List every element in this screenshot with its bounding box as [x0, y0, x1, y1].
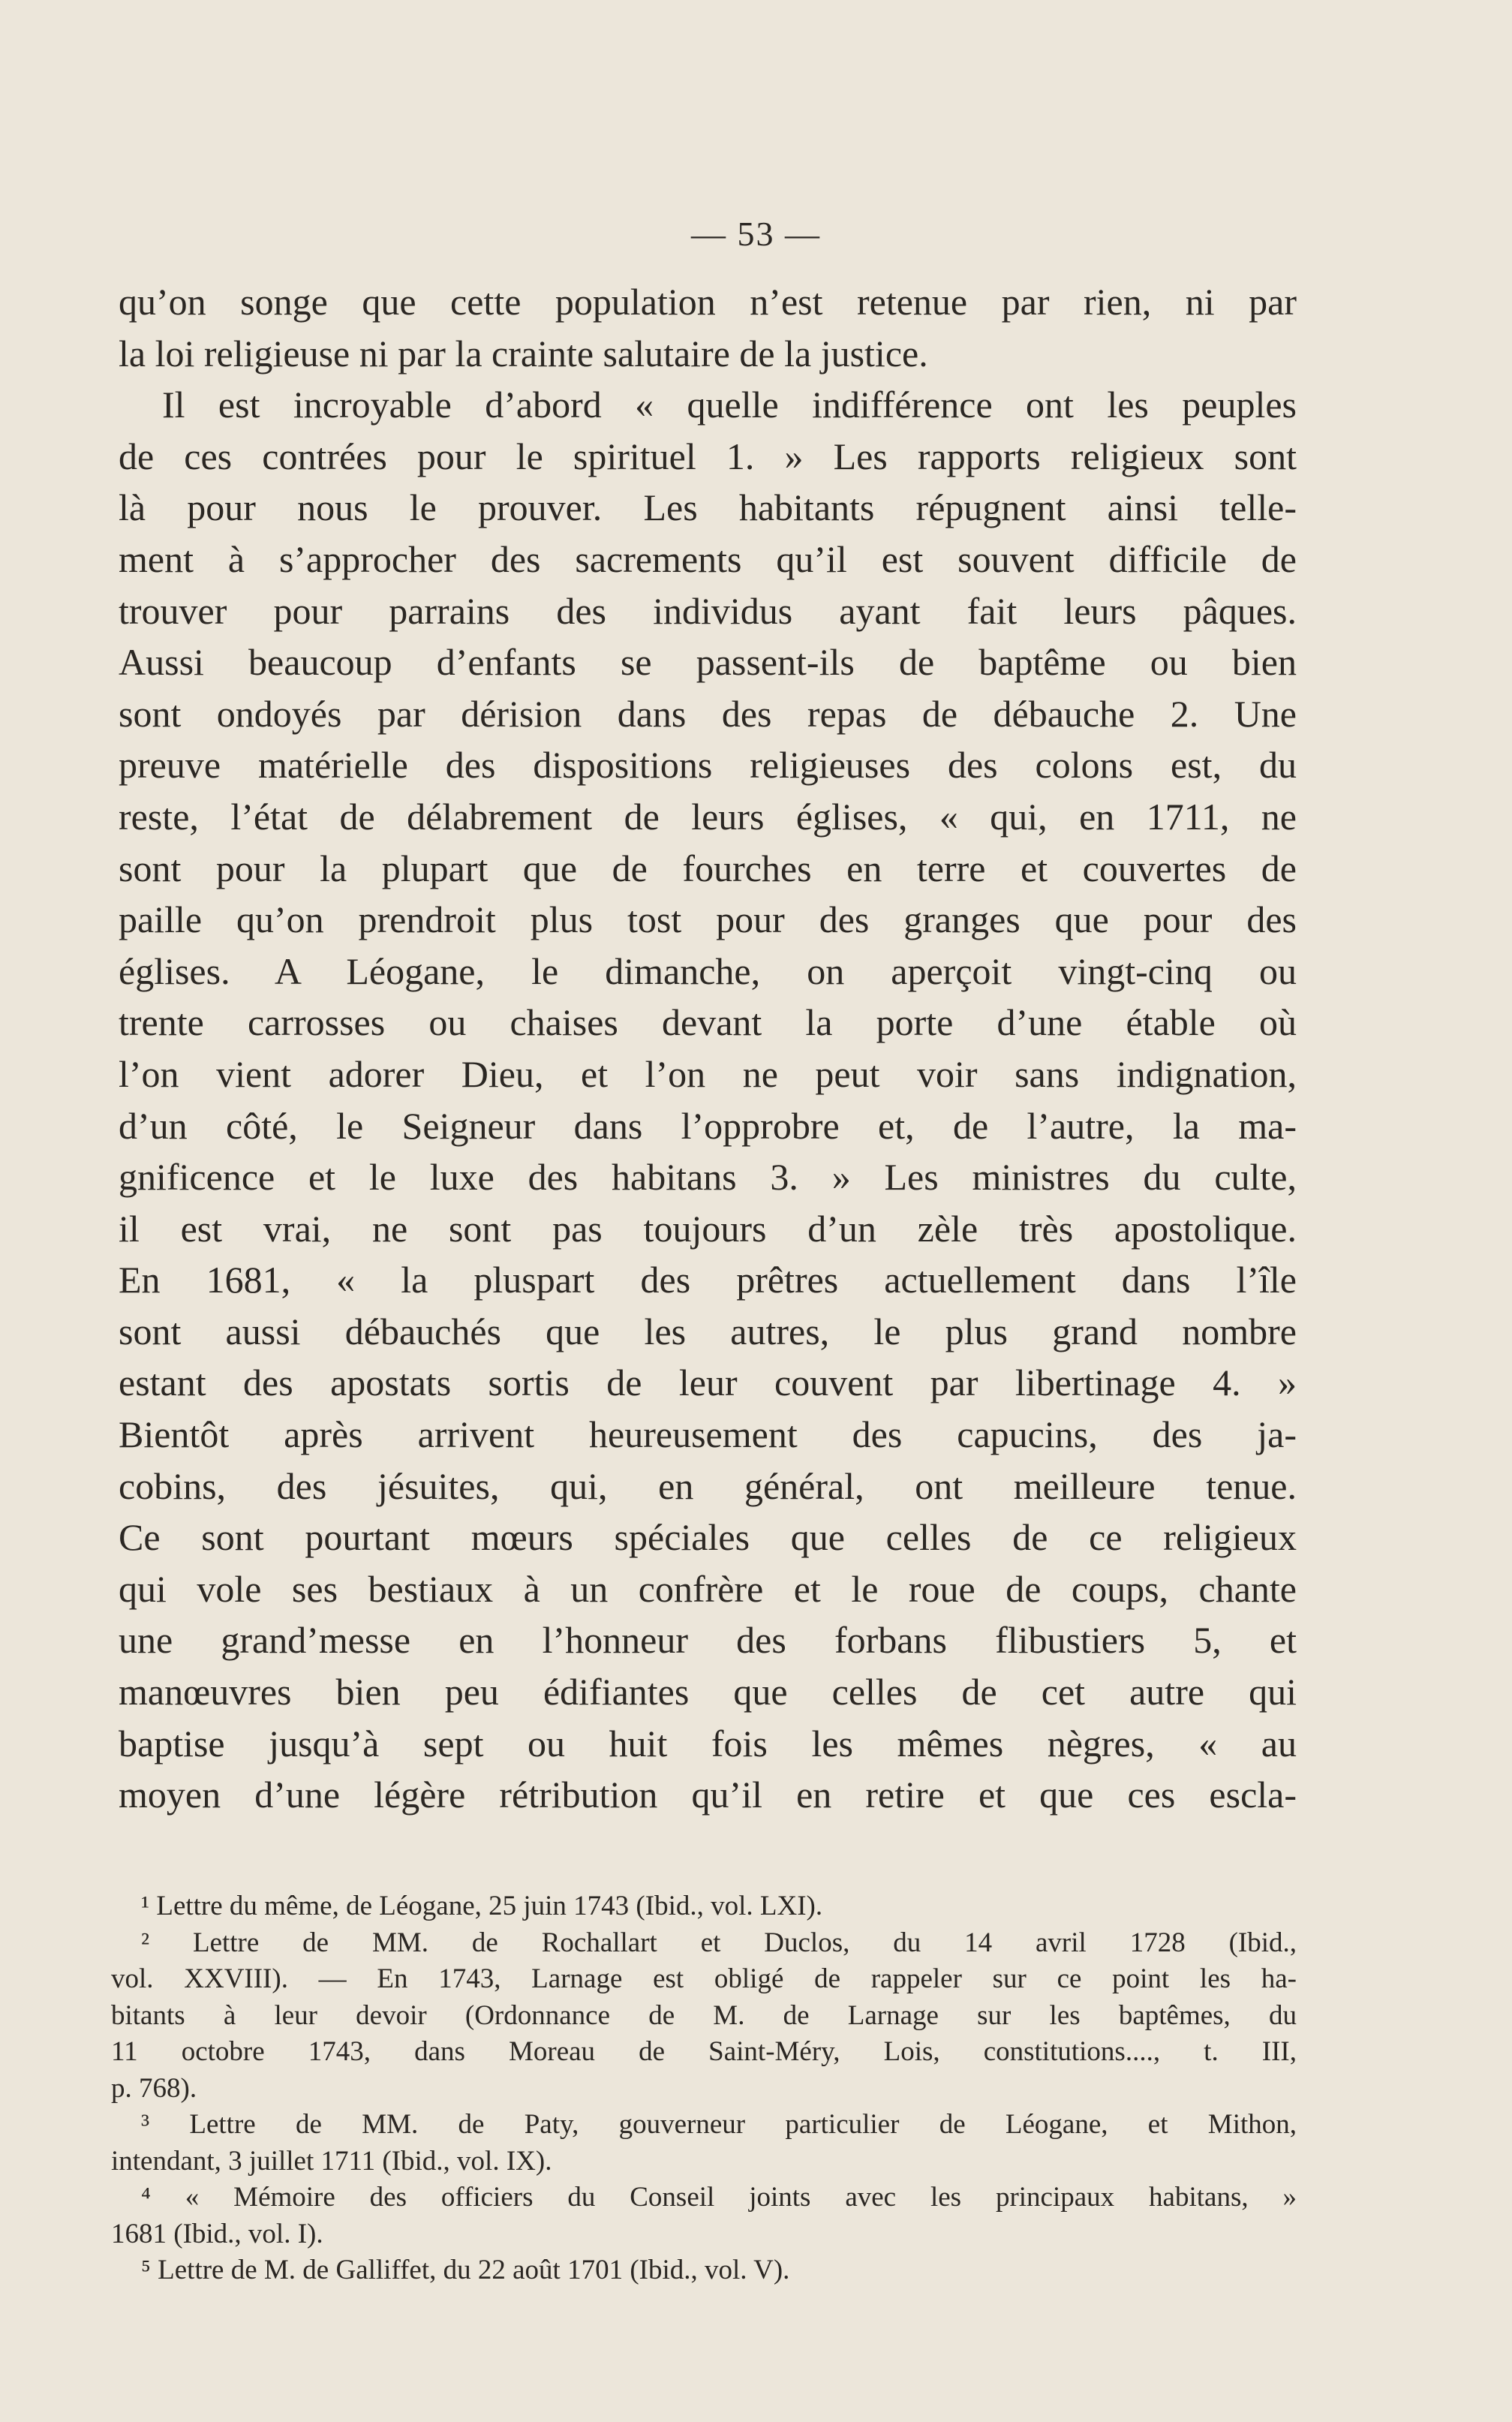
- text-line: preuve matérielle des dispositions religieuses des colons est, du: [119, 744, 1297, 787]
- text-line: ment à s’approcher des sacrements qu’il est souvent difficile de: [119, 537, 1297, 580]
- footnote-line: 11 octobre 1743, dans Moreau de Saint-Méry, Lois, constitutions...., t. III,: [111, 2036, 1297, 2067]
- text-line: moyen d’une légère rétribution qu’il en retire et que ces escla-: [119, 1774, 1297, 1816]
- footnote-line: ³ Lettre de MM. de Paty, gouverneur particulier de Léogane, et Mithon,: [141, 2109, 1297, 2140]
- text-line: sont ondoyés par dérision dans des repas de débauche 2. Une: [119, 692, 1297, 735]
- footnote-line: ⁴ « Mémoire des officiers du Conseil joints avec les principaux habitans, »: [141, 2182, 1297, 2213]
- body-text: [119, 276, 1297, 1821]
- text-line: d’un côté, le Seigneur dans l’opprobre et, de l’autre, la ma-: [119, 1104, 1297, 1147]
- text-line: l’on vient adorer Dieu, et l’on ne peut voir sans indignation,: [119, 1052, 1297, 1095]
- text-line: trente carrosses ou chaises devant la porte d’une étable où: [119, 1001, 1297, 1044]
- footnote-line: bitants à leur devoir (Ordonnance de M. de Larnage sur les baptêmes, du: [111, 1999, 1297, 2031]
- text-line: Ce sont pourtant mœurs spéciales que celles de ce religieux: [119, 1516, 1297, 1559]
- footnote-line: ¹ Lettre du même, de Léogane, 25 juin 1743 (Ibid., vol. LXI).: [141, 1891, 823, 1921]
- footnote-line: p. 768).: [111, 2072, 197, 2104]
- text-line: qui vole ses bestiaux à un confrère et le roue de coups, chante: [119, 1567, 1297, 1610]
- text-line: reste, l’état de délabrement de leurs églises, « qui, en 1711, ne: [119, 795, 1297, 838]
- text-line: Bientôt après arrivent heureusement des capucins, des ja-: [119, 1413, 1297, 1456]
- text-line: baptise jusqu’à sept ou huit fois les mêmes nègres, « au: [119, 1722, 1297, 1765]
- text-line: Il est incroyable d’abord « quelle indifférence ont les peuples: [162, 384, 1297, 426]
- text-line: de ces contrées pour le spirituel 1. » Les rapports religieux sont: [119, 435, 1297, 477]
- text-line: une grand’messe en l’honneur des forbans flibustiers 5, et: [119, 1619, 1297, 1662]
- text-line: églises. A Léogane, le dimanche, on aperçoit vingt-cinq ou: [119, 949, 1297, 992]
- footnotes: [111, 1888, 1297, 2289]
- page-number: — 53 —: [691, 215, 821, 253]
- text-line: estant des apostats sortis de leur couvent par libertinage 4. »: [119, 1361, 1297, 1404]
- text-line: la loi religieuse ni par la crainte salutaire de la justice.: [119, 332, 928, 375]
- footnote-line: intendant, 3 juillet 1711 (Ibid., vol. IX).: [111, 2145, 552, 2177]
- text-line: sont pour la plupart que de fourches en terre et couvertes de: [119, 847, 1297, 889]
- text-line: qu’on songe que cette population n’est retenue par rien, ni par: [119, 281, 1297, 323]
- text-line: il est vrai, ne sont pas toujours d’un zèle très apostolique.: [119, 1207, 1297, 1250]
- footnote-line: ² Lettre de MM. de Rochallart et Duclos, du 14 avril 1728 (Ibid.,: [141, 1927, 1297, 1958]
- footnote-line: vol. XXVIII). — En 1743, Larnage est obligé de rappeler sur ce point les ha-: [111, 1963, 1297, 1994]
- text-line: gnificence et le luxe des habitans 3. » Les ministres du culte,: [119, 1156, 1297, 1199]
- text-line: là pour nous le prouver. Les habitants répugnent ainsi telle-: [119, 486, 1297, 529]
- text-line: sont aussi débauchés que les autres, le plus grand nombre: [119, 1310, 1297, 1352]
- text-line: trouver pour parrains des individus ayant fait leurs pâques.: [119, 589, 1297, 632]
- text-line: cobins, des jésuites, qui, en général, ont meilleure tenue.: [119, 1464, 1297, 1507]
- text-line: En 1681, « la pluspart des prêtres actuellement dans l’île: [119, 1259, 1297, 1301]
- footnote-line: ⁵ Lettre de M. de Galliffet, du 22 août 1701 (Ibid., vol. V).: [141, 2255, 790, 2285]
- text-line: paille qu’on prendroit plus tost pour des granges que pour des: [119, 898, 1297, 941]
- text-line: manœuvres bien peu édifiantes que celles de cet autre qui: [119, 1671, 1297, 1713]
- text-line: Aussi beaucoup d’enfants se passent-ils de baptême ou bien: [119, 641, 1297, 684]
- footnote-line: 1681 (Ibid., vol. I).: [111, 2218, 323, 2249]
